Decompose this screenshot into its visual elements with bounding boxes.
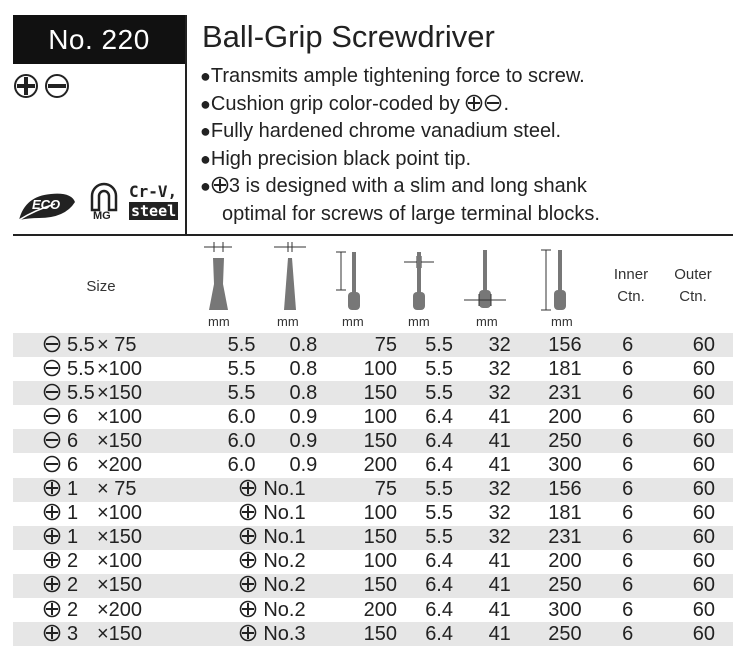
size-number: 1 — [67, 478, 79, 501]
tip-thickness-cell: 0.8 — [272, 333, 334, 357]
tip-width-cell: 6.0 — [211, 429, 273, 453]
grip-diameter-cell: 41 — [469, 598, 530, 622]
feature-list — [200, 63, 600, 228]
overall-length-cell: 300 — [530, 598, 599, 622]
unit-label: mm — [277, 314, 299, 329]
shank-diameter-cell: 5.5 — [409, 333, 469, 357]
table-row — [13, 526, 733, 550]
inner-carton-cell: 6 — [600, 622, 656, 646]
tip-thickness-cell: 0.9 — [272, 453, 334, 477]
slotted-icon — [46, 75, 68, 97]
point-size-cell — [211, 502, 335, 526]
outer-carton-cell: 60 — [656, 453, 733, 477]
point-number: No.1 — [263, 478, 306, 501]
shank-length-cell: 100 — [334, 405, 409, 429]
size-length: ×150 — [97, 526, 143, 549]
size-cell — [13, 453, 211, 477]
overall-length-cell: 250 — [530, 574, 599, 598]
phillips-icon — [43, 575, 61, 593]
size-number: 5.5 — [67, 357, 95, 380]
table-row — [13, 574, 733, 598]
point-size-cell — [211, 598, 335, 622]
phillips-icon — [15, 75, 37, 97]
outer-carton-cell: 60 — [656, 478, 733, 502]
point-number: No.2 — [263, 574, 306, 597]
table-row — [13, 478, 733, 502]
size-cell — [13, 550, 211, 574]
outer-carton-cell: 60 — [656, 502, 733, 526]
eco-label: ECO — [32, 197, 61, 212]
tip-width-diagram — [204, 242, 232, 310]
magnet-icon — [87, 182, 121, 226]
size-length: ×100 — [97, 502, 143, 525]
shank-diameter-cell: 5.5 — [409, 526, 469, 550]
point-number: No.1 — [263, 502, 306, 525]
size-number: 2 — [67, 598, 79, 621]
size-cell — [13, 357, 211, 381]
overall-length-cell: 200 — [530, 405, 599, 429]
shank-diameter-cell: 6.4 — [409, 453, 469, 477]
size-length: × 75 — [97, 478, 137, 501]
shank-length-cell: 75 — [334, 333, 409, 357]
inner-carton-cell: 6 — [600, 478, 656, 502]
phillips-icon — [43, 551, 61, 569]
inner-carton-header: Inner Ctn. — [613, 266, 649, 305]
phillips-icon — [239, 527, 257, 545]
tip-thickness-cell: 0.8 — [272, 381, 334, 405]
overall-length-cell: 156 — [530, 333, 599, 357]
overall-length-cell: 300 — [530, 453, 599, 477]
shank-diameter-cell: 6.4 — [409, 550, 469, 574]
slotted-icon — [43, 431, 61, 449]
size-cell — [13, 598, 211, 622]
table-row — [13, 453, 733, 477]
table-row — [13, 405, 733, 429]
table-row — [13, 622, 733, 646]
feature-item: ● 3 is designed with a slim and long shank — [200, 175, 587, 197]
point-size-cell — [211, 550, 335, 574]
inner-carton-cell: 6 — [600, 574, 656, 598]
size-length: ×200 — [97, 454, 143, 477]
unit-label: mm — [408, 314, 430, 329]
table-row — [13, 381, 733, 405]
outer-carton-cell: 60 — [656, 598, 733, 622]
shank-diameter-cell: 6.4 — [409, 405, 469, 429]
size-number: 1 — [67, 502, 79, 525]
grip-diameter-cell: 41 — [469, 622, 530, 646]
point-number: No.3 — [263, 622, 306, 645]
tip-width-cell: 5.5 — [211, 333, 273, 357]
shank-length-cell: 150 — [334, 381, 409, 405]
point-number: No.2 — [263, 598, 306, 621]
size-number: 1 — [67, 526, 79, 549]
tip-width-cell: 6.0 — [211, 405, 273, 429]
shank-diameter-cell: 6.4 — [409, 598, 469, 622]
grip-diameter-cell: 41 — [469, 574, 530, 598]
slotted-icon — [43, 455, 61, 473]
overall-length-cell: 200 — [530, 550, 599, 574]
shank-diameter-cell: 5.5 — [409, 502, 469, 526]
unit-label: mm — [551, 314, 573, 329]
grip-diameter-cell: 41 — [469, 550, 530, 574]
inner-carton-cell: 6 — [600, 429, 656, 453]
dimension-diagrams — [196, 240, 586, 314]
size-cell — [13, 478, 211, 502]
size-number: 5.5 — [67, 333, 95, 356]
slotted-icon — [43, 359, 61, 377]
size-length: ×150 — [97, 429, 143, 452]
tip-thickness-diagram — [274, 242, 306, 310]
crv-label: Cr-V, — [129, 182, 178, 201]
shank-length-cell: 100 — [334, 502, 409, 526]
shank-length-cell: 100 — [334, 550, 409, 574]
outer-carton-cell: 60 — [656, 429, 733, 453]
shank-length-cell: 150 — [334, 526, 409, 550]
overall-length-diagram — [541, 250, 566, 310]
phillips-icon — [239, 503, 257, 521]
grip-diameter-cell: 41 — [469, 453, 530, 477]
inner-carton-cell: 6 — [600, 598, 656, 622]
horizontal-divider — [13, 234, 733, 236]
phillips-icon — [43, 624, 61, 642]
shank-length-cell: 150 — [334, 574, 409, 598]
grip-diameter-cell: 32 — [469, 502, 530, 526]
spec-table — [13, 333, 733, 646]
shank-diameter-cell: 5.5 — [409, 478, 469, 502]
size-number: 6 — [67, 454, 79, 477]
size-length: × 75 — [97, 333, 137, 356]
grip-diameter-cell: 41 — [469, 429, 530, 453]
table-row — [13, 550, 733, 574]
outer-carton-cell: 60 — [656, 381, 733, 405]
tip-type-icons — [13, 73, 79, 101]
phillips-icon — [239, 600, 257, 618]
overall-length-cell: 231 — [530, 526, 599, 550]
unit-label: mm — [476, 314, 498, 329]
size-cell — [13, 333, 211, 357]
slotted-icon — [43, 335, 61, 353]
grip-diameter-cell: 32 — [469, 381, 530, 405]
tip-width-cell: 5.5 — [211, 381, 273, 405]
inner-carton-cell: 6 — [600, 550, 656, 574]
shank-diameter-cell: 6.4 — [409, 574, 469, 598]
feature-item: ●Fully hardened chrome vanadium steel. — [200, 120, 562, 142]
shank-length-diagram — [336, 252, 360, 310]
size-cell — [13, 574, 211, 598]
inner-carton-cell: 6 — [600, 405, 656, 429]
tip-width-cell: 5.5 — [211, 357, 273, 381]
shank-diameter-cell: 5.5 — [409, 381, 469, 405]
steel-label: steel — [131, 202, 177, 220]
table-row — [13, 333, 733, 357]
size-length: ×150 — [97, 574, 143, 597]
point-size-cell — [211, 478, 335, 502]
size-cell — [13, 622, 211, 646]
outer-carton-cell: 60 — [656, 405, 733, 429]
feature-item: ●Transmits ample tightening force to screw. — [200, 65, 585, 87]
crv-steel-mark — [129, 182, 185, 226]
size-length: ×200 — [97, 598, 143, 621]
tip-thickness-cell: 0.9 — [272, 405, 334, 429]
feature-item: ●Cushion grip color-coded by . — [200, 92, 510, 115]
size-cell — [13, 526, 211, 550]
size-number: 5.5 — [67, 381, 95, 404]
inner-carton-cell: 6 — [600, 333, 656, 357]
size-number: 6 — [67, 429, 79, 452]
overall-length-cell: 250 — [530, 622, 599, 646]
phillips-icon — [239, 624, 257, 642]
size-length: ×100 — [97, 550, 143, 573]
phillips-icon — [211, 176, 229, 194]
outer-carton-cell: 60 — [656, 357, 733, 381]
phillips-icon — [239, 551, 257, 569]
inner-carton-cell: 6 — [600, 357, 656, 381]
eco-leaf-icon — [15, 188, 77, 224]
size-number: 3 — [67, 622, 79, 645]
size-length: ×150 — [97, 622, 143, 645]
size-number: 2 — [67, 550, 79, 573]
size-cell — [13, 502, 211, 526]
table-row — [13, 598, 733, 622]
point-number: No.1 — [263, 526, 306, 549]
point-size-cell — [211, 526, 335, 550]
phillips-icon — [239, 479, 257, 497]
table-row — [13, 357, 733, 381]
overall-length-cell: 181 — [530, 357, 599, 381]
size-cell — [13, 381, 211, 405]
outer-carton-cell: 60 — [656, 574, 733, 598]
point-size-cell — [211, 574, 335, 598]
outer-carton-cell: 60 — [656, 550, 733, 574]
grip-diameter-cell: 32 — [469, 526, 530, 550]
size-cell — [13, 429, 211, 453]
mg-label: MG — [93, 210, 111, 222]
slotted-icon — [43, 407, 61, 425]
grip-diameter-cell: 32 — [469, 357, 530, 381]
shank-diameter-cell: 5.5 — [409, 357, 469, 381]
overall-length-cell: 156 — [530, 478, 599, 502]
tip-width-cell: 6.0 — [211, 453, 273, 477]
left-panel — [13, 64, 185, 234]
shank-length-cell: 150 — [334, 429, 409, 453]
shank-length-cell: 200 — [334, 598, 409, 622]
phillips-icon — [239, 575, 257, 593]
overall-length-cell: 231 — [530, 381, 599, 405]
tip-thickness-cell: 0.9 — [272, 429, 334, 453]
vertical-divider — [185, 15, 187, 234]
table-row — [13, 502, 733, 526]
shank-length-cell: 150 — [334, 622, 409, 646]
unit-label: mm — [208, 314, 230, 329]
outer-carton-cell: 60 — [656, 526, 733, 550]
shank-length-cell: 100 — [334, 357, 409, 381]
grip-diameter-cell: 41 — [469, 405, 530, 429]
table-row — [13, 429, 733, 453]
slotted-icon — [43, 383, 61, 401]
size-number: 6 — [67, 405, 79, 428]
shank-diameter-diagram — [404, 252, 434, 310]
inner-carton-cell: 6 — [600, 381, 656, 405]
product-title: Ball-Grip Screwdriver — [202, 19, 495, 54]
shank-length-cell: 75 — [334, 478, 409, 502]
tip-thickness-cell: 0.8 — [272, 357, 334, 381]
phillips-icon — [43, 600, 61, 618]
size-length: ×100 — [97, 357, 143, 380]
inner-carton-cell: 6 — [600, 453, 656, 477]
phillips-slotted-icon — [465, 94, 503, 112]
size-header: Size — [86, 278, 116, 295]
size-length: ×100 — [97, 405, 143, 428]
size-number: 2 — [67, 574, 79, 597]
phillips-icon — [43, 479, 61, 497]
shank-diameter-cell: 6.4 — [409, 622, 469, 646]
outer-carton-header: Outer Ctn. — [674, 266, 712, 305]
unit-label: mm — [342, 314, 364, 329]
phillips-icon — [43, 503, 61, 521]
outer-carton-cell: 60 — [656, 622, 733, 646]
model-number: No. 220 — [13, 15, 185, 64]
feature-item: ●High precision black point tip. — [200, 147, 472, 170]
phillips-icon — [43, 527, 61, 545]
outer-carton-cell: 60 — [656, 333, 733, 357]
point-number: No.2 — [263, 550, 306, 573]
overall-length-cell: 181 — [530, 502, 599, 526]
size-length: ×150 — [97, 381, 143, 404]
feature-item-continuation: optimal for screws of large terminal blocks. — [222, 202, 600, 225]
size-cell — [13, 405, 211, 429]
shank-diameter-cell: 6.4 — [409, 429, 469, 453]
inner-carton-cell: 6 — [600, 502, 656, 526]
grip-diameter-cell: 32 — [469, 333, 530, 357]
grip-diameter-cell: 32 — [469, 478, 530, 502]
point-size-cell — [211, 622, 335, 646]
inner-carton-cell: 6 — [600, 526, 656, 550]
shank-length-cell: 200 — [334, 453, 409, 477]
overall-length-cell: 250 — [530, 429, 599, 453]
grip-diameter-diagram — [464, 250, 506, 308]
